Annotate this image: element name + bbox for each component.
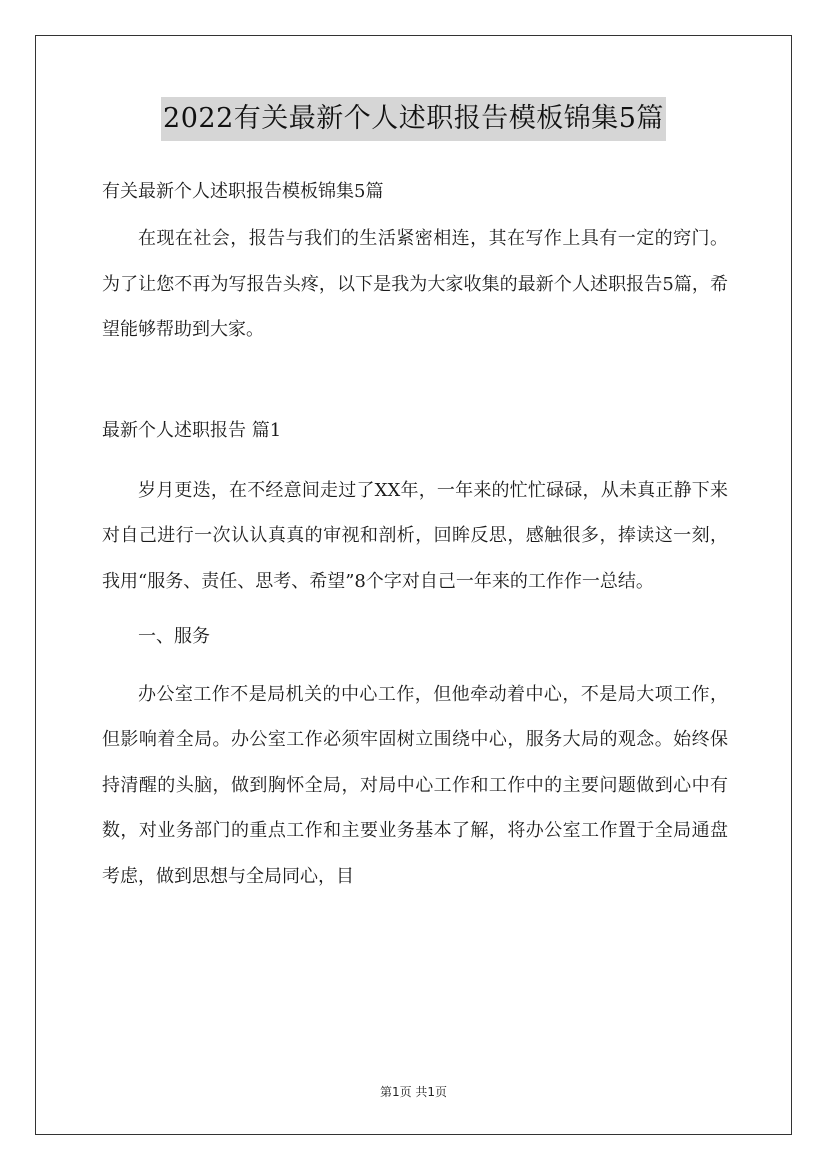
title-container [0, 97, 827, 141]
section-paragraph: 岁月更迭，在不经意间走过了XX年，一年来的忙忙碌碌，从未真正静下来对自己进行一次认认真真的审视和剖析，回眸反思，感触很多，捧读这一刻，我用“服务、责任、思考、希望”8个字对自己一年来的工作作一总结。 [102, 479, 728, 592]
subsection-heading: 一、服务 [138, 626, 210, 647]
document-body [102, 173, 728, 899]
intro-paragraph: 在现在社会，报告与我们的生活紧密相连，其在写作上具有一定的窍门。为了让您不再为写报告头疼，以下是我为大家收集的最新个人述职报告5篇，希望能够帮助到大家。 [102, 228, 728, 340]
page-footer: 第1页 共1页 [379, 1085, 448, 1099]
spacer [102, 353, 728, 408]
section-heading: 最新个人述职报告 篇1 [102, 419, 282, 441]
document-subtitle: 有关最新个人述职报告模板锦集5篇 [102, 181, 384, 202]
document-title: 2022有关最新个人述职报告模板锦集5篇 [161, 97, 666, 141]
section-paragraph: 办公室工作不是局机关的中心工作，但他牵动着中心，不是局大项工作，但影响着全局。办公室工作必须牢固树立围绕中心，服务大局的观念。始终保持清醒的头脑，做到胸怀全局，对局中心工作和工作中的主要问题做到心中有数，对业务部门的重点工作和主要业务基本了解，将办公室工作置于全局通盘考虑，做到思想与全局同心，目 [102, 683, 728, 887]
